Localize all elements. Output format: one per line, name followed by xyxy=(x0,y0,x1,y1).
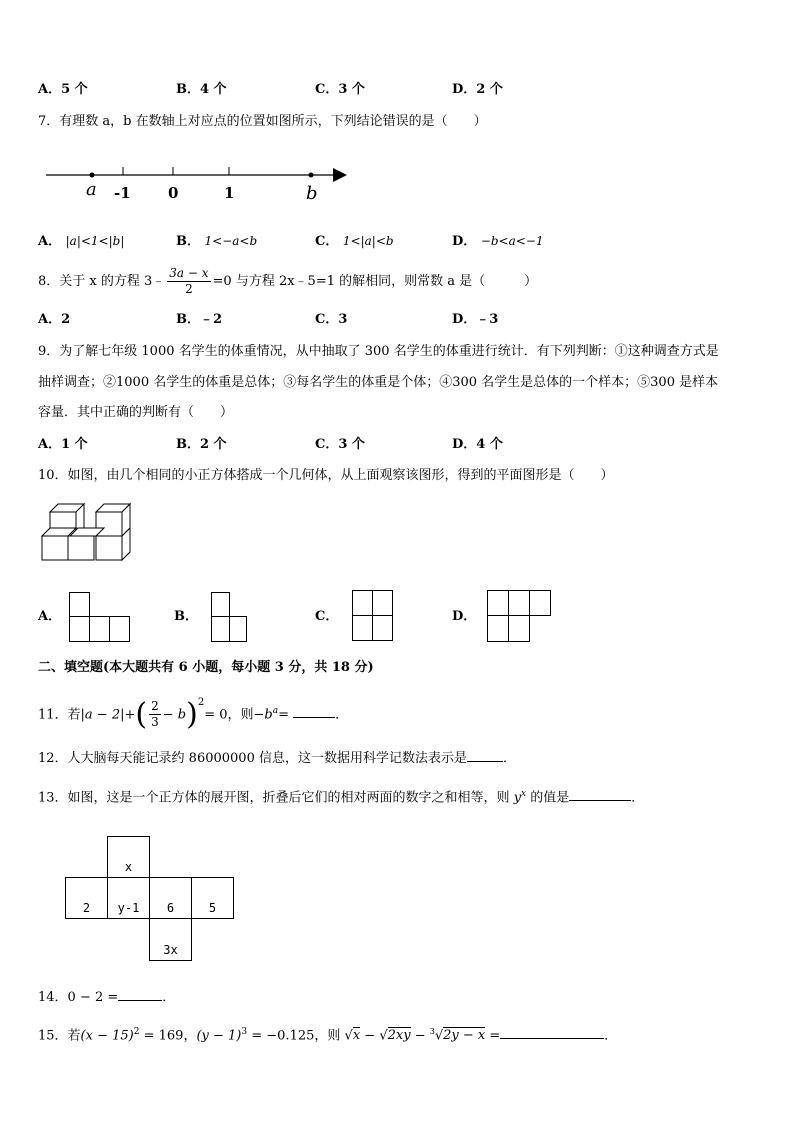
q10-option-c: C． xyxy=(315,609,339,624)
point-b xyxy=(309,173,314,178)
axis-label-a: a xyxy=(86,179,97,200)
q14-stem: 14．0 − 2 = ． xyxy=(38,986,175,1008)
grid-cell xyxy=(229,616,247,642)
q7-stem: 7．有理数 a，b 在数轴上对应点的位置如图所示，下列结论错误的是（ ） xyxy=(38,114,487,129)
q8-option-a: A．2 xyxy=(38,312,71,327)
q7-option-b: B． 1<−a<b xyxy=(176,234,258,249)
q11-answer-blank[interactable] xyxy=(293,703,335,718)
q7-option-a: A． |a|<1<|b| xyxy=(38,234,125,249)
point-a xyxy=(90,173,95,178)
grid-cell xyxy=(372,590,393,616)
q9-option-a: A．1 个 xyxy=(38,437,88,452)
grid-cell xyxy=(89,616,110,642)
net-cell-y-1: y-1 xyxy=(107,877,150,919)
section-2-heading: 二、填空题(本大题共有 6 小题，每小题 3 分，共 18 分) xyxy=(38,660,374,675)
grid-cell xyxy=(211,616,230,642)
net-cell-6: 6 xyxy=(149,877,192,919)
net-cell-2: 2 xyxy=(65,877,108,919)
net-cell-x: x xyxy=(107,836,150,878)
q7-option-d: D． −b<a<−1 xyxy=(452,234,544,249)
q6-option-d: D．2 个 xyxy=(452,82,503,97)
grid-cell xyxy=(508,615,530,642)
q12-stem: 12．人大脑每天能记录约 86000000 信息，这一数据用科学记数法表示是 ． xyxy=(38,747,516,769)
q10-option-b: B． xyxy=(174,609,198,624)
grid-cell xyxy=(109,616,130,642)
q11-stem: 11．若|a − 2|+( $\frac{2}{3}$ − b)$^2$= 0，则$-b^a=$ ． xyxy=(38,696,349,732)
q10-option-a: A． xyxy=(38,609,62,624)
q9-line-2: 抽样调查；②1000 名学生的体重是总体；③每名学生的体重是个体；④300 名学生是总体的一个样本；⑤300 是样本 xyxy=(38,375,719,390)
q12-answer-blank[interactable] xyxy=(467,747,503,762)
q10-stem: 10．如图，由几个相同的小正方体搭成一个几何体，从上面观察该图形，得到的平面图形是（ ） xyxy=(38,468,614,483)
axis-label-b: b xyxy=(306,183,318,204)
q9-option-c: C．3 个 xyxy=(315,437,365,452)
axis-label-0: 0 xyxy=(168,184,179,202)
axis-label-1: 1 xyxy=(224,184,235,202)
q8-fraction: $\frac{3a - x}{2}$ xyxy=(169,266,209,296)
grid-cell xyxy=(508,590,530,616)
q6-option-a: A．5 个 xyxy=(38,82,88,97)
q7-option-c: C． 1<|a|<b xyxy=(315,234,394,249)
q13-answer-blank[interactable] xyxy=(569,786,631,801)
q9-option-d: D．4 个 xyxy=(452,437,503,452)
grid-cell xyxy=(211,592,230,617)
grid-cell xyxy=(487,590,509,616)
grid-cell xyxy=(69,592,90,617)
q10-cube-figure xyxy=(40,500,136,568)
q7-number-line xyxy=(40,155,360,205)
net-cell-3x: 3x xyxy=(149,918,192,961)
q6-option-b: B．4 个 xyxy=(176,82,227,97)
net-cell-5: 5 xyxy=(191,877,234,919)
grid-cell xyxy=(372,615,393,641)
grid-cell xyxy=(352,590,373,616)
q10-option-d: D． xyxy=(452,609,477,624)
q15-stem: 15．若$(x - 15)^2 = 169$，$(y - 1)^3 = -0.125$，则 √x − √2xy − $^3$√2y − x = ． xyxy=(38,1022,617,1046)
q15-answer-blank[interactable] xyxy=(500,1024,604,1039)
q9-line-3: 容量．其中正确的判断有（ ） xyxy=(38,405,234,420)
q13-stem: 13．如图，这是一个正方体的展开图，折叠后它们的相对两面的数字之和相等，则 $y^x$ 的值是 ． xyxy=(38,784,644,808)
grid-cell xyxy=(69,616,90,642)
q6-option-c: C．3 个 xyxy=(315,82,365,97)
q8-option-b: B．﹣2 xyxy=(176,312,223,327)
grid-cell xyxy=(529,590,551,616)
axis-label-neg1: -1 xyxy=(114,184,131,202)
q9-line-1: 9．为了解七年级 1000 名学生的体重情况，从中抽取了 300 名学生的体重进行统计．有下列判断：①这种调查方式是 xyxy=(38,344,719,359)
q8-stem: 8．关于 x 的方程 3﹣ $\frac{3a - x}{2}$ =0 与方程 2x﹣5=1 的解相同，则常数 a 是（ ） xyxy=(38,266,538,296)
grid-cell xyxy=(487,615,509,642)
q8-option-c: C．3 xyxy=(315,312,348,327)
q8-option-d: D．﹣3 xyxy=(452,312,499,327)
q9-option-b: B．2 个 xyxy=(176,437,227,452)
q14-answer-blank[interactable] xyxy=(118,986,162,1001)
grid-cell xyxy=(352,615,373,641)
